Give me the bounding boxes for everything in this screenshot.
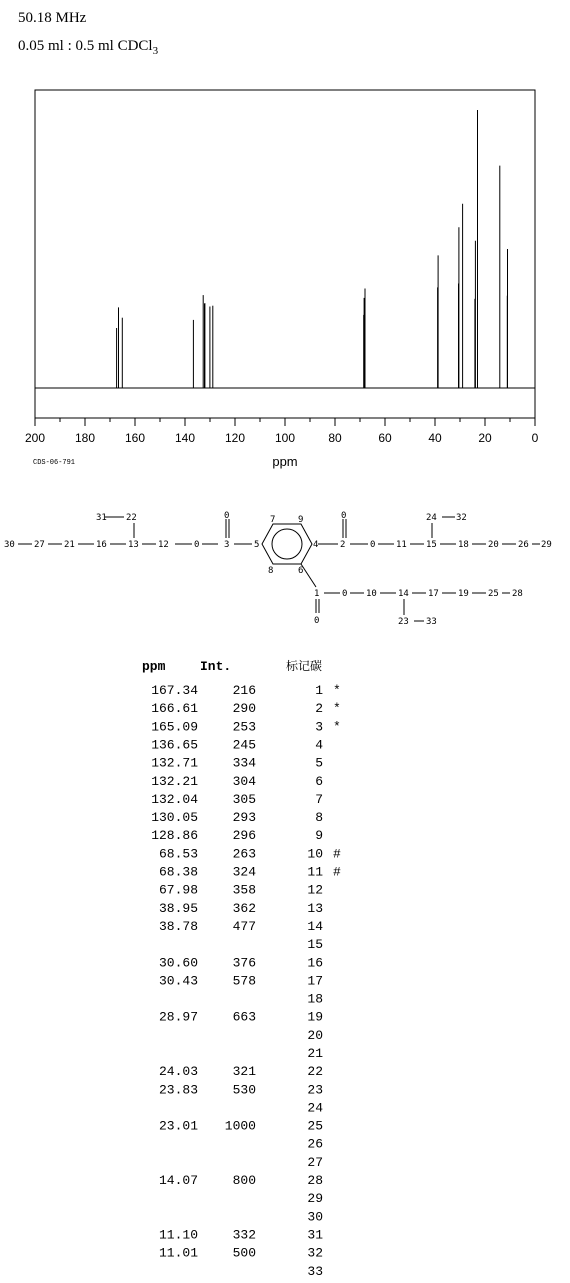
atom-label: 22 bbox=[126, 513, 137, 523]
x-tick-label: 60 bbox=[378, 431, 392, 445]
table-cell-carbon: 23 bbox=[307, 1082, 323, 1098]
atom-label: 7 bbox=[270, 515, 276, 525]
atom-label: 20 bbox=[488, 540, 499, 550]
table-cell-carbon: 12 bbox=[307, 882, 323, 898]
table-cell-mark: * bbox=[333, 719, 341, 735]
table-cell-ppm: 24.03 bbox=[158, 1064, 198, 1080]
atom-label: 33 bbox=[426, 617, 437, 627]
table-cell-carbon: 28 bbox=[307, 1173, 323, 1188]
table-cell-ppm: 132.21 bbox=[151, 773, 198, 789]
atom-label: 24 bbox=[426, 513, 437, 523]
table-cell-ppm: 23.83 bbox=[158, 1082, 198, 1098]
table-cell-carbon: 26 bbox=[307, 1136, 323, 1152]
table-cell-ppm: 38.95 bbox=[158, 900, 198, 916]
atom-label: 4 bbox=[313, 540, 319, 550]
table-cell-carbon: 1 bbox=[315, 683, 323, 698]
table-cell-carbon: 27 bbox=[307, 1154, 323, 1170]
table-cell-int: 290 bbox=[232, 701, 256, 717]
x-tick-label: 100 bbox=[274, 431, 296, 445]
table-cell-carbon: 17 bbox=[307, 973, 323, 989]
nmr-spectrum-chart bbox=[0, 80, 570, 480]
atom-label: 16 bbox=[96, 540, 107, 550]
table-cell-mark: * bbox=[333, 683, 341, 698]
x-axis-ticks bbox=[25, 418, 539, 445]
atom-label: 3 bbox=[224, 540, 230, 550]
atom-label: 29 bbox=[541, 540, 552, 550]
atom-label: 13 bbox=[128, 540, 139, 550]
x-tick-label: 200 bbox=[24, 431, 46, 445]
x-tick-label: 0 bbox=[531, 431, 539, 445]
atom-label: 0 bbox=[342, 589, 348, 599]
atom-label: 28 bbox=[512, 589, 523, 599]
x-tick-label: 20 bbox=[478, 431, 492, 445]
table-cell-int: 332 bbox=[232, 1227, 256, 1243]
table-cell-carbon: 18 bbox=[307, 991, 323, 1007]
table-cell-ppm: 132.71 bbox=[151, 755, 198, 771]
table-cell-int: 578 bbox=[232, 973, 256, 989]
table-cell-carbon: 5 bbox=[315, 755, 323, 771]
atom-label: 21 bbox=[64, 540, 75, 550]
spectrometer-frequency: 50.18 MHz bbox=[18, 10, 87, 26]
table-cell-mark: # bbox=[333, 864, 341, 880]
table-cell-int: 477 bbox=[232, 918, 256, 934]
table-cell-carbon: 25 bbox=[307, 1118, 323, 1134]
x-axis-label: ppm bbox=[272, 454, 298, 469]
table-cell-carbon: 2 bbox=[315, 701, 323, 717]
atom-label: 30 bbox=[4, 540, 15, 550]
table-cell-int: 663 bbox=[232, 1009, 256, 1025]
table-cell-int: 321 bbox=[232, 1064, 256, 1080]
table-cell-ppm: 30.60 bbox=[158, 955, 198, 971]
table-cell-carbon: 29 bbox=[307, 1191, 323, 1207]
table-cell-carbon: 31 bbox=[307, 1227, 323, 1243]
atom-label: 25 bbox=[488, 589, 499, 599]
x-tick-label: 140 bbox=[174, 431, 196, 445]
table-cell-carbon: 16 bbox=[307, 955, 323, 971]
table-cell-carbon: 20 bbox=[307, 1027, 323, 1043]
table-cell-int: 216 bbox=[232, 683, 256, 698]
atom-label: 18 bbox=[458, 540, 469, 550]
atom-label: 6 bbox=[298, 566, 304, 576]
peak-table bbox=[0, 650, 570, 1280]
x-tick-label: 160 bbox=[124, 431, 146, 445]
atom-label: 17 bbox=[428, 589, 439, 599]
table-cell-ppm: 28.97 bbox=[158, 1009, 198, 1025]
table-cell-ppm: 11.10 bbox=[158, 1227, 198, 1243]
table-cell-ppm: 167.34 bbox=[151, 683, 198, 698]
table-cell-int: 304 bbox=[232, 773, 256, 789]
table-cell-ppm: 132.04 bbox=[151, 791, 198, 807]
table-cell-carbon: 19 bbox=[307, 1009, 323, 1025]
table-cell-carbon: 14 bbox=[307, 918, 323, 934]
table-cell-ppm: 166.61 bbox=[151, 701, 198, 717]
table-cell-ppm: 136.65 bbox=[151, 737, 198, 753]
atom-label: 27 bbox=[34, 540, 45, 550]
atom-label: 2 bbox=[340, 540, 346, 550]
table-cell-int: 296 bbox=[232, 828, 256, 844]
atom-label: 0 bbox=[314, 616, 320, 626]
atom-label: 0 bbox=[370, 540, 376, 550]
table-cell-int: 305 bbox=[232, 791, 256, 807]
table-header-carbon: 标记碳 bbox=[286, 659, 323, 673]
solvent-subscript: 3 bbox=[152, 45, 159, 57]
table-cell-int: 245 bbox=[232, 737, 256, 753]
atom-label: 1 bbox=[314, 589, 320, 599]
molecule-structure bbox=[0, 505, 570, 630]
atom-label: 11 bbox=[396, 540, 407, 550]
table-cell-int: 358 bbox=[232, 882, 256, 898]
table-cell-int: 362 bbox=[232, 900, 256, 916]
table-cell-carbon: 33 bbox=[307, 1263, 323, 1279]
table-cell-ppm: 67.98 bbox=[158, 882, 198, 898]
table-cell-ppm: 130.05 bbox=[151, 810, 198, 825]
atom-label: 23 bbox=[398, 617, 409, 627]
x-tick-label: 180 bbox=[74, 431, 96, 445]
table-cell-carbon: 9 bbox=[315, 828, 323, 844]
table-cell-carbon: 3 bbox=[315, 719, 323, 735]
solvent-text: 0.05 ml : 0.5 ml CDCl bbox=[18, 38, 153, 54]
table-cell-carbon: 32 bbox=[307, 1245, 323, 1261]
spectrum-code: CDS-06-791 bbox=[33, 459, 76, 467]
atom-label: 8 bbox=[268, 566, 274, 576]
table-cell-ppm: 165.09 bbox=[151, 719, 198, 735]
atom-label: 10 bbox=[366, 589, 377, 599]
atom-label: 14 bbox=[398, 589, 409, 599]
table-cell-carbon: 4 bbox=[315, 737, 323, 753]
x-tick-label: 120 bbox=[224, 431, 246, 445]
table-cell-carbon: 10 bbox=[307, 846, 323, 862]
table-cell-ppm: 23.01 bbox=[158, 1118, 198, 1134]
table-cell-carbon: 6 bbox=[315, 773, 323, 789]
atom-label: 19 bbox=[458, 589, 469, 599]
table-cell-carbon: 11 bbox=[307, 864, 323, 880]
atom-label: 15 bbox=[426, 540, 437, 550]
table-cell-carbon: 21 bbox=[307, 1046, 323, 1061]
table-cell-int: 376 bbox=[232, 955, 256, 971]
table-cell-ppm: 68.53 bbox=[158, 846, 198, 862]
table-header-int: Int. bbox=[200, 659, 232, 674]
atom-label: 32 bbox=[456, 513, 467, 523]
table-cell-carbon: 22 bbox=[307, 1064, 323, 1080]
table-cell-int: 530 bbox=[232, 1082, 256, 1098]
atom-label: 12 bbox=[158, 540, 169, 550]
table-cell-carbon: 24 bbox=[307, 1100, 323, 1116]
table-cell-ppm: 30.43 bbox=[158, 973, 198, 989]
table-cell-int: 800 bbox=[232, 1173, 256, 1188]
atom-label: 0 bbox=[341, 511, 347, 521]
table-cell-carbon: 7 bbox=[315, 791, 323, 807]
atom-label: 31 bbox=[96, 513, 107, 523]
solvent-info bbox=[18, 38, 158, 57]
table-cell-carbon: 30 bbox=[307, 1209, 323, 1225]
table-cell-ppm: 14.07 bbox=[158, 1173, 198, 1188]
x-tick-label: 40 bbox=[428, 431, 442, 445]
table-cell-ppm: 68.38 bbox=[158, 864, 198, 880]
table-cell-carbon: 15 bbox=[307, 937, 323, 953]
atom-label: 0 bbox=[224, 511, 230, 521]
table-cell-int: 334 bbox=[232, 755, 256, 771]
table-cell-carbon: 13 bbox=[307, 900, 323, 916]
table-header-ppm: ppm bbox=[142, 659, 166, 674]
table-cell-int: 324 bbox=[232, 864, 256, 880]
table-cell-int: 263 bbox=[232, 846, 256, 862]
table-cell-int: 1000 bbox=[224, 1118, 256, 1134]
peaks bbox=[117, 110, 508, 388]
x-tick-label: 80 bbox=[328, 431, 342, 445]
atom-label: 5 bbox=[254, 540, 260, 550]
atom-label: 9 bbox=[298, 515, 304, 525]
table-cell-ppm: 38.78 bbox=[158, 918, 198, 934]
table-cell-mark: # bbox=[333, 846, 341, 862]
table-cell-ppm: 128.86 bbox=[151, 828, 198, 844]
table-cell-int: 253 bbox=[232, 719, 256, 735]
plot-frame bbox=[35, 90, 535, 418]
table-cell-carbon: 8 bbox=[315, 810, 323, 825]
atom-label: 0 bbox=[194, 540, 200, 550]
atom-label: 26 bbox=[518, 540, 529, 550]
table-cell-int: 293 bbox=[232, 810, 256, 825]
table-cell-int: 500 bbox=[232, 1245, 256, 1261]
table-cell-ppm: 11.01 bbox=[158, 1245, 198, 1261]
table-cell-mark: * bbox=[333, 701, 341, 717]
